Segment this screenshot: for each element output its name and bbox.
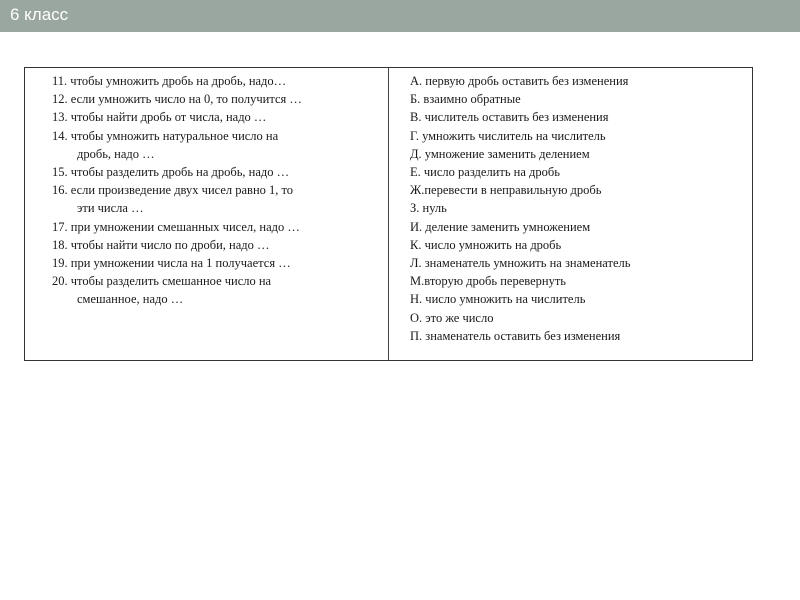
slide-title-bar <box>0 0 800 32</box>
question-item-continuation: эти числа … <box>77 201 144 216</box>
answer-item: Н. число умножить на числитель <box>410 292 586 307</box>
slide-title: 6 класс <box>10 5 69 24</box>
answer-item: П. знаменатель оставить без изменения <box>410 328 621 343</box>
matching-table <box>24 67 753 361</box>
question-item: 15. чтобы разделить дробь на дробь, надо … <box>52 165 290 180</box>
answer-item: И. деление заменить умножением <box>410 219 591 234</box>
column-divider <box>388 68 389 360</box>
question-item: 11. чтобы умножить дробь на дробь, надо… <box>52 74 287 88</box>
answer-item: О. это же число <box>410 310 494 325</box>
answer-item: З. нуль <box>410 201 447 216</box>
answer-item: А. первую дробь оставить без изменения <box>410 74 629 88</box>
answer-item: М.вторую дробь перевернуть <box>410 274 566 289</box>
question-item: 19. при умножении числа на 1 получается … <box>52 256 291 271</box>
answer-item: Ж.перевести в неправильную дробь <box>410 183 602 198</box>
question-item-continuation: дробь, надо … <box>77 146 155 161</box>
answer-item: Е. число разделить на дробь <box>410 165 560 180</box>
answer-item: К. число умножить на дробь <box>410 237 562 252</box>
answer-item: Г. умножить числитель на числитель <box>410 128 606 143</box>
question-item: 17. при умножении смешанных чисел, надо … <box>52 219 300 234</box>
question-item: 14. чтобы умножить натуральное число на <box>52 128 279 143</box>
questions-column <box>52 72 382 309</box>
answer-item: В. числитель оставить без изменения <box>410 110 609 125</box>
question-item: 12. если умножить число на 0, то получится … <box>52 92 302 107</box>
answer-item: Д. умножение заменить делением <box>410 146 590 161</box>
answers-column <box>410 72 750 345</box>
question-item: 16. если произведение двух чисел равно 1, то <box>52 183 294 198</box>
question-item-continuation: смешанное, надо … <box>77 292 184 307</box>
answer-item: Л. знаменатель умножить на знаменатель <box>410 256 631 271</box>
question-item: 18. чтобы найти число по дроби, надо … <box>52 237 270 252</box>
question-item: 13. чтобы найти дробь от числа, надо … <box>52 110 267 125</box>
question-item: 20. чтобы разделить смешанное число на <box>52 274 272 289</box>
answer-item: Б. взаимно обратные <box>410 92 521 107</box>
